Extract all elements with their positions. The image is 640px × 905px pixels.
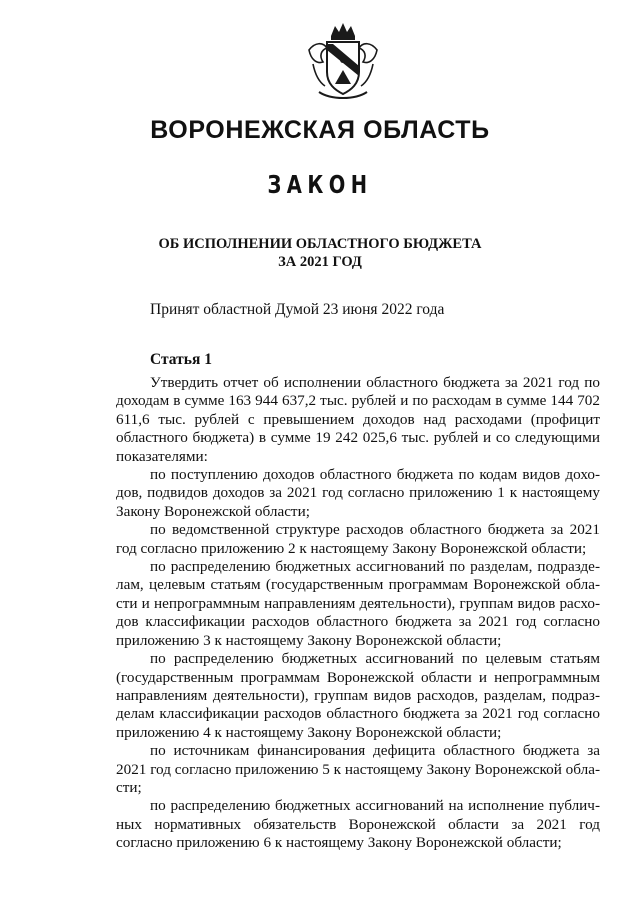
- paragraph: по распределению бюджетных ассигнований по разделам, подразделам, целевым статьям (государственным программам Воронежской области и непрограммным направлениям деятельности), группам видов расходов классификации расходов областного бюджета за 2021 год согласно приложению 3 к настоящему Закону Воронежской области;: [116, 558, 600, 649]
- subtitle-line: ЗА 2021 ГОД: [278, 254, 362, 270]
- adoption-note: Принят областной Думой 23 июня 2022 года: [150, 301, 445, 318]
- document-subtitle: [0, 235, 640, 271]
- document-type: ЗАКОН: [267, 170, 373, 199]
- article-heading: Статья 1: [150, 351, 212, 368]
- paragraph: Утвердить отчет об исполнении областного бюджета за 2021 год по доходам в сумме 163 944 637,2 тыс. рублей и по расходам в сумме 144 702 611,6 тыс. рублей с превышением доходов над расходами (профицит областного бюджета) в сумме 19 242 025,6 тыс. рублей и со следующими показателями:: [116, 374, 600, 465]
- paragraph: по распределению бюджетных ассигнований по целевым статьям (государственным программам Воронежской области и непрограммным направлениям деятельности), группам видов расходов, разделам, подразделам классификации расходов областного бюджета за 2021 год согласно приложению 4 к настоящему Закону Воронежской области;: [116, 650, 600, 741]
- article-body: [116, 374, 600, 853]
- paragraph: по распределению бюджетных ассигнований на исполнение публичных нормативных обязательств Воронежской области за 2021 год согласно приложению 6 к настоящему Закону Воронежской области;: [116, 797, 600, 852]
- paragraph: по поступлению доходов областного бюджета по кодам видов доходов, подвидов доходов за 2021 год согласно приложению 1 к настоящему Закону Воронежской области;: [116, 466, 600, 520]
- coat-of-arms-icon: [305, 20, 381, 102]
- region-title: ВОРОНЕЖСКАЯ ОБЛАСТЬ: [150, 116, 490, 144]
- subtitle-line: ОБ ИСПОЛНЕНИИ ОБЛАСТНОГО БЮДЖЕТА: [158, 236, 482, 252]
- paragraph: по источникам финансирования дефицита областного бюджета за 2021 год согласно приложению 5 к настоящему Закону Воронежской области;: [116, 742, 600, 796]
- paragraph: по ведомственной структуре расходов областного бюджета за 2021 год согласно приложению 2 к настоящему Закону Воронежской области;: [116, 521, 600, 557]
